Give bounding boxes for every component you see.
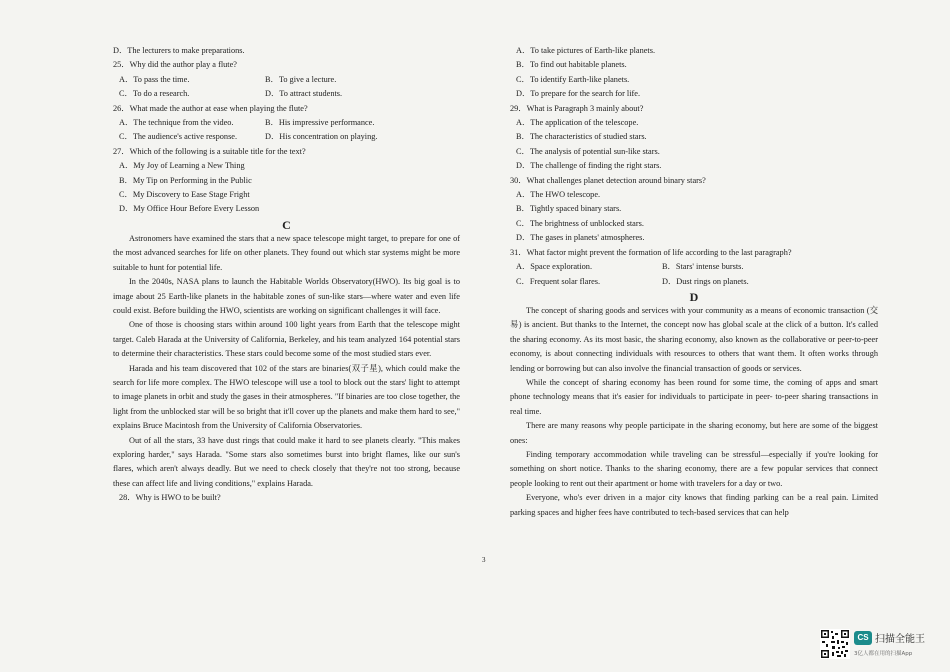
question-28: 28．Why is HWO to be built? xyxy=(119,493,221,503)
scanner-watermark xyxy=(820,625,950,665)
option: A．Space exploration. xyxy=(516,262,593,272)
option: D．His concentration on playing. xyxy=(265,132,378,142)
question-26-options-row2 xyxy=(119,130,460,144)
brand-name: 扫描全能王 xyxy=(875,634,925,645)
paragraph: In the 2040s, NASA plans to launch the Habitable Worlds Observatory(HWO). Its big goal is to image about 25 Earth-like planets in the habitable zones of sun-like stars—where water and even life could exist. Before building the HWO, scientists are working on significant challenges it will face. xyxy=(113,277,460,315)
question-26-options-row1 xyxy=(119,116,460,130)
question-31-options-row1 xyxy=(516,260,878,274)
paragraph: Out of all the stars, 33 have dust rings that could make it hard to see planets clearly. "This makes exploring harder," says Harada. "Some stars also sometimes burst into bright flames, like our sun's flares, which aren't always deadly. But we need to check closely that they're not too strong, because these can affect life and living conditions," explains Harada. xyxy=(113,435,460,488)
question-27: 27．Which of the following is a suitable title for the text? xyxy=(113,146,306,156)
option: A．The application of the telescope. xyxy=(516,118,639,128)
option: B．Stars' intense bursts. xyxy=(662,262,744,272)
option: C．Frequent solar flares. xyxy=(516,276,601,286)
option: D．The challenge of finding the right stars. xyxy=(516,161,662,171)
option: D．To prepare for the search for life. xyxy=(516,89,641,99)
option: D．My Office Hour Before Every Lesson xyxy=(119,204,260,214)
question-31-options-row2 xyxy=(516,275,878,289)
option: C．My Discovery to Ease Stage Fright xyxy=(119,190,250,200)
paragraph: Finding temporary accommodation while traveling can be stressful—especially if you're looking for something on short notice. Thanks to the sharing economy, there are a few popular services that connect people looking to rent out their apartment or home with travelers for a day or two. xyxy=(510,449,878,488)
qr-code-icon xyxy=(820,629,850,659)
paragraph: Harada and his team discovered that 102 of the stars are binaries(双子星), which could make the search for life more complex. The HWO telescope will use a tool to block out the stars' light to attempt to image planets in orbit and study the gases in their atmospheres. "If binaries are too close together, the light from the unblocked star will be so bright that it'll cover up the planets and make them hard to see," explains Bruce Macintosh from the University of California Observatories. xyxy=(113,363,460,431)
question-25-options-row2 xyxy=(119,87,460,101)
option: A．To take pictures of Earth-like planets. xyxy=(516,46,656,55)
paragraph: Everyone, who's ever driven in a major city knows that finding parking can be a real pain. Limited parking spaces and higher fees have contributed to tech-based services that can help xyxy=(510,493,878,517)
option: B．To find out habitable planets. xyxy=(516,60,627,70)
option: A．My Joy of Learning a New Thing xyxy=(119,161,245,171)
option: B．The characteristics of studied stars. xyxy=(516,132,647,142)
question-25: 25．Why did the author play a flute? xyxy=(113,60,237,70)
paragraph: The concept of sharing goods and services with your community as a means of economic transaction (交易) is ancient. But thanks to the Internet, the concept now has global scale at the click of a button. It's called the sharing economy. As its most basic, the sharing economy, also known as the collaborative or peer-to-peer economy, is about connecting individuals with resources to others that want them. It often works through lending or borrowing but can also involve the financial transaction of goods or services. xyxy=(510,305,878,373)
option: D．Dust rings on planets. xyxy=(662,276,749,286)
section-heading-d: D xyxy=(689,289,699,304)
right-column xyxy=(510,44,878,520)
page-number: 3 xyxy=(482,556,486,564)
option: A．The technique from the video. xyxy=(119,118,234,128)
option: D．The gases in planets' atmospheres. xyxy=(516,233,645,243)
question-30: 30．What challenges planet detection around binary stars? xyxy=(510,175,706,185)
option: D．To attract students. xyxy=(265,89,343,99)
paragraph: While the concept of sharing economy has been round for some time, the coming of apps and smart phone technology means that it's easier for individuals to participate in peer- to-peer sharing transactions in real time. xyxy=(510,377,878,416)
option: B．To give a lecture. xyxy=(265,74,337,84)
camscanner-logo-icon: CS xyxy=(854,631,872,645)
option: B．Tightly spaced binary stars. xyxy=(516,204,622,214)
option: C．The brightness of unblocked stars. xyxy=(516,218,644,228)
question-25-options-row1 xyxy=(119,73,460,87)
option: B．His impressive performance. xyxy=(265,118,375,128)
left-column xyxy=(113,44,460,506)
paragraph: Astronomers have examined the stars that a new space telescope might target, to prepare for one of the most advanced searches for life on other planets. They found out which star systems might be more suitable to hunt for potential life. xyxy=(113,233,460,272)
question-29: 29．What is Paragraph 3 mainly about? xyxy=(510,103,644,113)
option: C．The audience's active response. xyxy=(119,132,238,142)
option: A．To pass the time. xyxy=(119,74,190,84)
section-heading-c: C xyxy=(282,217,291,232)
option: C．To do a research. xyxy=(119,89,190,99)
question-31: 31．What factor might prevent the formation of life according to the last paragraph? xyxy=(510,247,792,257)
paragraph: There are many reasons why people participate in the sharing economy, but here are some of the biggest ones: xyxy=(510,421,878,445)
option: B．My Tip on Performing in the Public xyxy=(119,175,252,185)
option: C．To identify Earth-like planets. xyxy=(516,74,630,84)
brand-tagline: 3亿人都在用的扫描App xyxy=(854,651,913,657)
question-26: 26．What made the author at ease when playing the flute? xyxy=(113,103,308,113)
question-24-option-d: D．The lecturers to make preparations. xyxy=(113,46,245,55)
option: A．The HWO telescope. xyxy=(516,190,601,200)
option: C．The analysis of potential sun-like stars. xyxy=(516,146,660,156)
paragraph: One of those is choosing stars within around 100 light years from Earth that the telescope might target. Caleb Harada at the University of California, Berkeley, and his team analyzed 164 potential stars to determine their characteristics. These stars could become some of the most studied stars ever. xyxy=(113,320,460,359)
